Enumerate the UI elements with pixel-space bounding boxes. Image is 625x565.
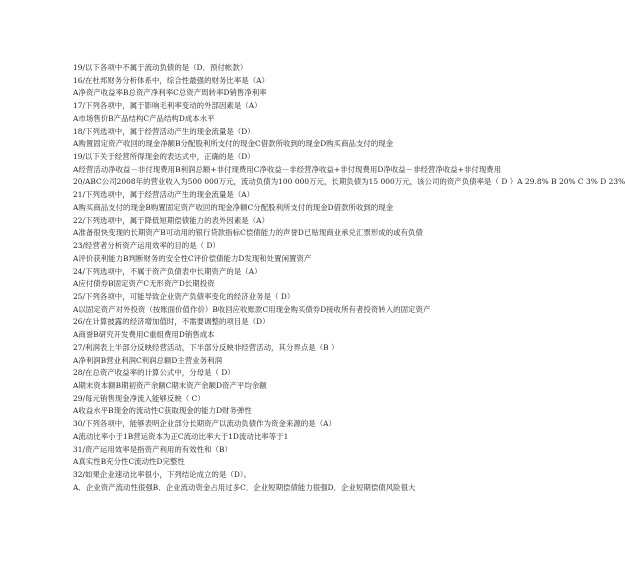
text-line: A应付债券B固定资产C无形资产D长期投资	[73, 279, 215, 289]
text-line: A经营活动净收益－非付现费用B利润总额+非付现费用C净收益－非经营净收益+非付现费用D净收益－非经营净收益+非付现费用	[73, 164, 502, 174]
text-line: A评价获利能力B判断财务的安全性C评价偿债能力D发现和处置闲置资产	[73, 253, 312, 263]
text-line: A市场售价B产品结构C产品结构D成本水平	[73, 113, 215, 123]
text-line: 26/在计算披露的经济增加值时，不需要调整的项目是（D）	[73, 317, 270, 327]
text-line: A真实性B充分性C流动性D完整性	[73, 457, 185, 467]
text-line: A以固定资产对外投资（按账面价值作价）B收回应收账款C用现金购买债券D接收所有者投资转入的固定资产	[73, 304, 431, 314]
text-line: 18/下列选项中，属于经营活动产生的现金流量是（D）	[73, 126, 255, 136]
text-line: A购置固定资产收回的现金净额B分配股利所支付的现金C借款所收到的现金D购买商品支付的现金	[73, 139, 394, 149]
text-line: 25/下列各项中，可能导致企业资产负债率变化的经济业务是（ D）	[73, 291, 295, 301]
text-line: A收益水平B现金的流动性C获取现金的能力D财务弹性	[73, 406, 252, 416]
text-line: A净利润B营业利润C利润总额D主营业务利润	[73, 355, 223, 365]
text-line: 24/下列选项中，不属于资产负债表中长期资产的是（A）	[73, 266, 262, 276]
text-line: 19/以下关于经营所得现金的表达式中，正确的是（D）	[73, 152, 255, 162]
text-line: A净资产收益率B总资产净利率C总资产周转率D销售净利率	[73, 88, 267, 98]
text-line: 23/经营者分析资产运用效率的目的是（ D）	[73, 241, 220, 251]
text-line: 32/如果企业速动比率很小，下列结论成立的是（D）。	[73, 470, 252, 479]
text-line: 31/资产运用效率是指资产利用的有效性和（B）	[73, 444, 232, 454]
text-line: 19/以下各项中不属于流动负债的是（D．预付帐款）	[73, 63, 248, 72]
text-line: 21/下列选项中，属于经营活动产生的现金流量是（A）	[73, 190, 255, 200]
text-line: 22/下列选项中，属于降低短期偿债能力的表外因素是（A）	[73, 215, 270, 225]
text-line: A流动比率小于1B营运资本为正C流动比率大于1D流动比率等于1	[73, 431, 289, 441]
text-line: A商誉B研究开发费用C重组费用D销售成本	[73, 330, 215, 340]
text-line: 30/下列各项中，能够表明企业部分长期资产以流动负债作为资金来源的是（A）	[73, 419, 336, 429]
text-line: 20/ABC公司2008年的营业收入为500 000万元，流动负债为100 000万元，长期负债为15 000万元，该公司的资产负债率是（ D ）A 29.8% B 20% C 3% D 23%	[73, 177, 625, 187]
text-line: 17/下列各项中，属于影响毛利率变动的外部因素是（A）	[73, 101, 262, 111]
text-line: A准备很快变现的长期资产B可动用的银行贷款指标C偿债能力的声誉D已贴现商业承兑汇票形成的或有负债	[73, 228, 423, 238]
text-line: A期末资本额B期初资产余额C期末资产余额D资产平均余额	[73, 380, 267, 390]
text-line: 29/每元销售现金净流入能够反映（ C）	[73, 393, 205, 403]
text-line: 28/在总资产收益率的计算公式中，分母是（ D）	[73, 368, 235, 378]
text-line: A．企业资产流动性很强B．企业流动资金占用过多C．企业短期偿债能力很强D．企业短期偿债风险很大	[73, 482, 416, 492]
text-line: A购买商品支付的现金B购置固定资产收回的现金净额C分配股利所支付的现金D借款所收到的现金	[73, 202, 394, 212]
text-line: 27/利润表上半部分反映经营活动，下半部分反映非经营活动，其分界点是（B ）	[73, 342, 339, 352]
text-line: 16/在杜邦财务分析体系中，综合性最强的财务比率是（A）	[73, 75, 270, 85]
